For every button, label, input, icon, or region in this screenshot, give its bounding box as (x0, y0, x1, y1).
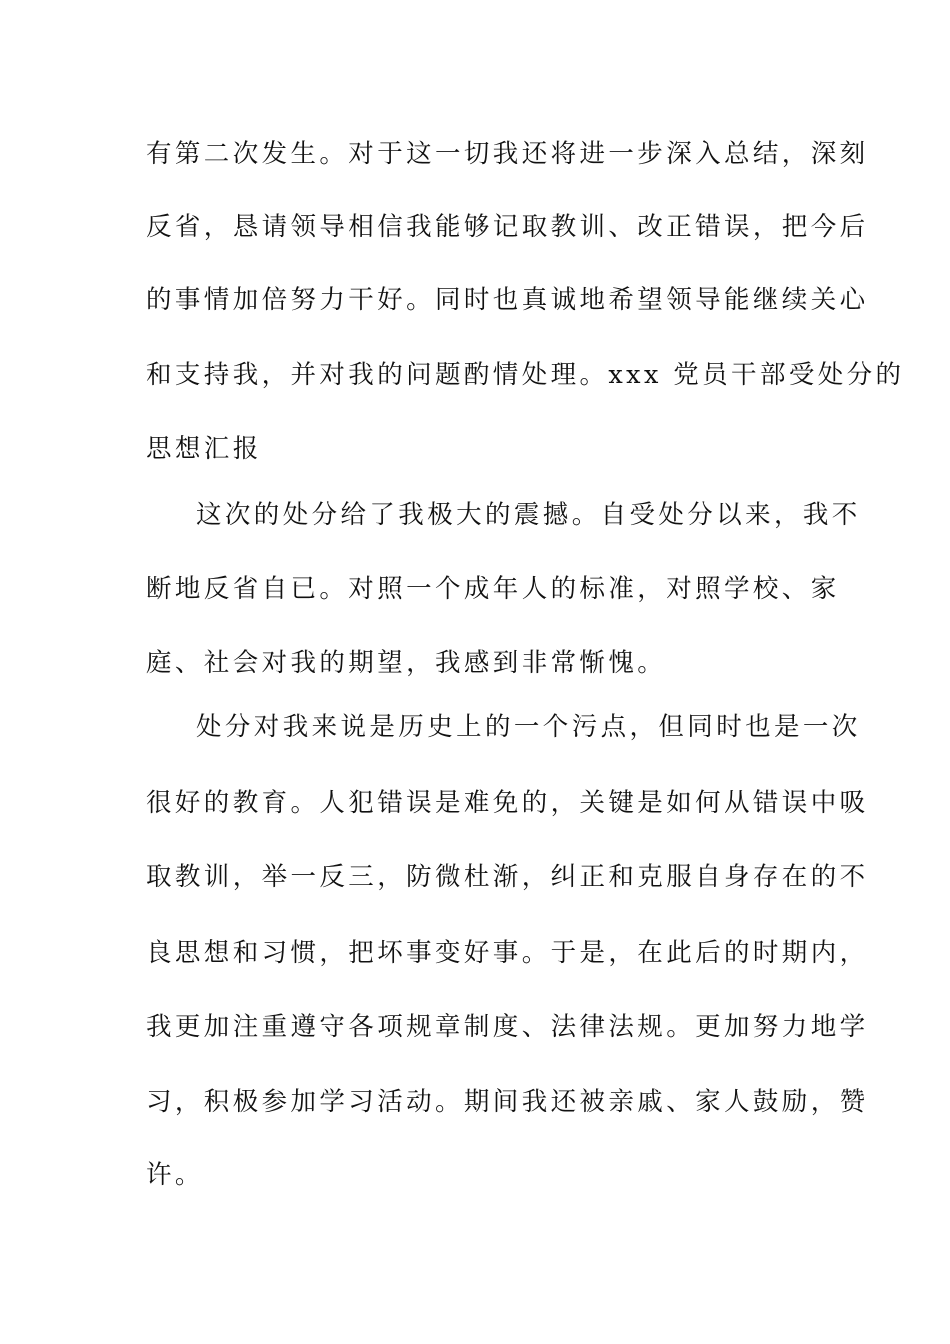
paragraph-first-line: 这次的处分给了我极大的震撼。自受处分以来，我不 (196, 500, 861, 530)
text-line: 庭、社会对我的期望，我感到非常惭愧。 (146, 648, 667, 678)
text-line: 断地反省自已。对照一个成年人的标准，对照学校、家 (146, 574, 840, 604)
paragraph-first-line: 处分对我来说是历史上的一个污点，但同时也是一次 (196, 712, 861, 742)
text-line: 良思想和习惯，把坏事变好事。于是，在此后的时期内， (146, 938, 869, 968)
text-line: 有第二次发生。对于这一切我还将进一步深入总结，深刻 (146, 139, 869, 169)
text-line: 的事情加倍努力干好。同时也真诚地希望领导能继续关心 (146, 285, 869, 315)
text-line: 习，积极参加学习活动。期间我还被亲戚、家人鼓励，赞 (146, 1087, 869, 1117)
text-line: 取教训，举一反三，防微杜渐，纠正和克服自身存在的不 (146, 862, 869, 892)
text-line: 许。 (146, 1160, 204, 1190)
text-line: 思想汇报 (146, 434, 262, 464)
text-line: 我更加注重遵守各项规章制度、法律法规。更加努力地学 (146, 1012, 869, 1042)
text-line: 很好的教育。人犯错误是难免的，关键是如何从错误中吸 (146, 788, 869, 818)
text-line: 和支持我，并对我的问题酌情处理。xxx 党员干部受处分的 (146, 360, 905, 390)
text-line: 反省，恳请领导相信我能够记取教训、改正错误，把今后 (146, 212, 869, 242)
